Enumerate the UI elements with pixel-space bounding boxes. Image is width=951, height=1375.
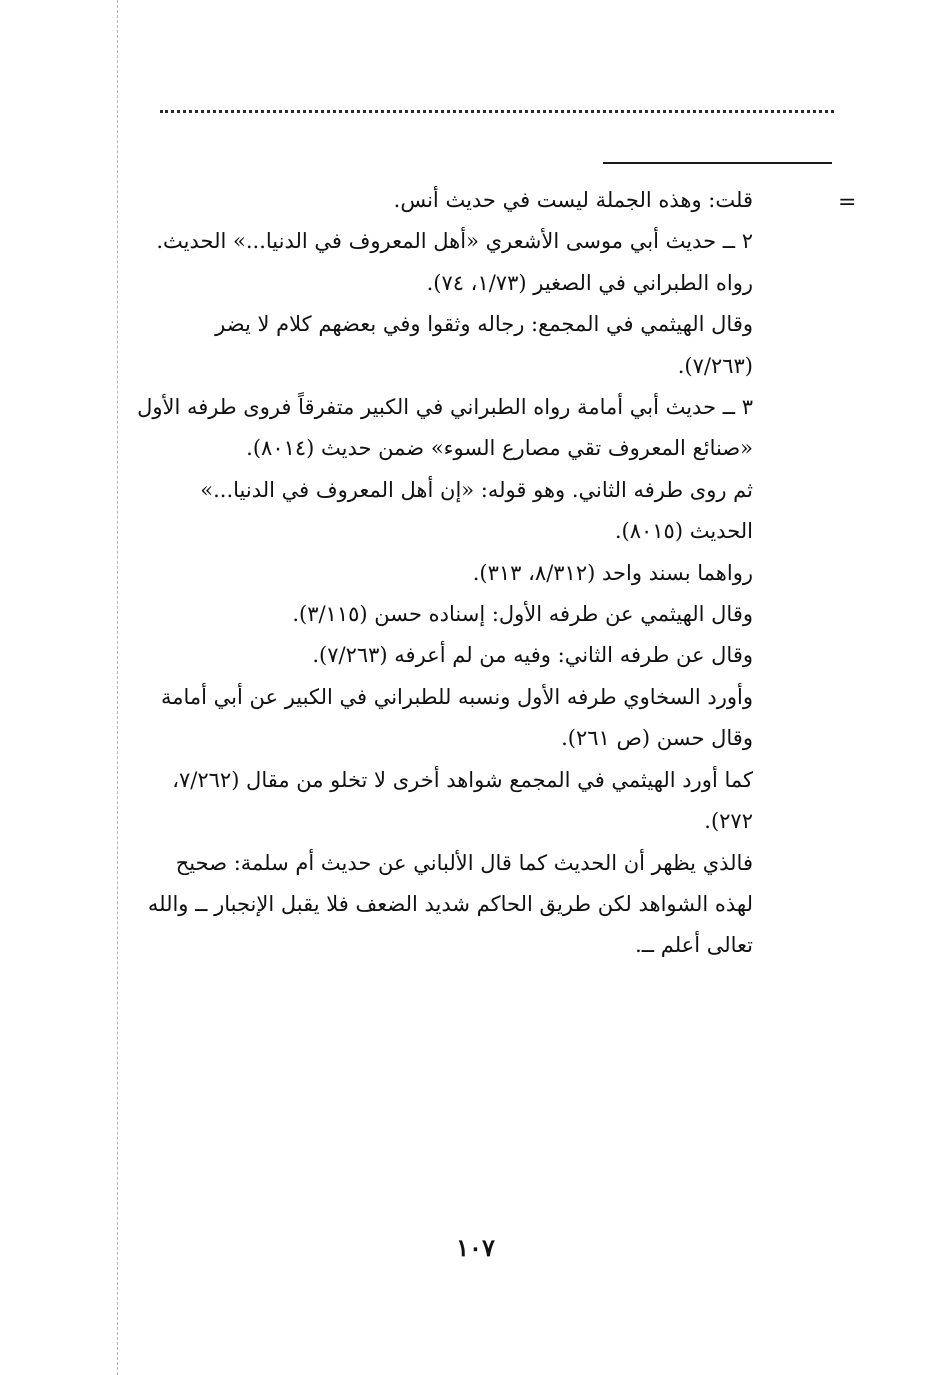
paragraph-conclusion: فالذي يظهر أن الحديث كما قال الألباني عن حديث أم سلمة: صحيح لهذه الشواهد لكن طريق الحاكم شديد الضعف فلا يقبل الإنجبار ــ والله تعالى أعلم ــ. [147,850,753,958]
paragraph-first-part-grade: وقال الهيثمي عن طرفه الأول: إسناده حسن (٣/١١٥). [292,602,753,627]
binding-margin-line [117,0,118,1375]
paragraph-same-chain: رواهما بسند واحد (٨/٣١٢، ٣١٣). [472,560,753,585]
footnote-separator-rule [603,162,832,164]
dotted-separator [160,110,834,113]
paragraph-haythami-majma: وقال الهيثمي في المجمع: رجاله وثقوا وفي بعضهم كلام لا يضر (٧/٢٦٣). [215,312,753,378]
paragraph-hadith-2: ٢ ــ حديث أبي موسى الأشعري «أهل المعروف في الدنيا...» الحديث. [156,229,753,254]
paragraph-sakhawi: وأورد السخاوي طرفه الأول ونسبه للطبراني في الكبير عن أبي أمامة وقال حسن (ص ٢٦١). [161,684,753,751]
continuation-mark: = [838,190,857,215]
paragraph-second-part-grade: وقال عن طرفه الثاني: وفيه من لم أعرفه (٧/٢٦٣). [312,643,753,668]
footnote-text-block [137,180,753,967]
paragraph-other-witnesses: كما أورد الهيثمي في المجمع شواهد أخرى لا تخلو من مقال (٧/٢٦٢، ٢٧٢). [172,767,753,834]
paragraph-note: قلت: وهذه الجملة ليست في حديث أنس. [393,188,753,212]
paragraph-second-part: ثم روى طرفه الثاني. وهو قوله: «إن أهل المعروف في الدنيا...» الحديث (٨٠١٥). [200,477,753,544]
paragraph-hadith-3: ٣ ــ حديث أبي أمامة رواه الطبراني في الكبير متفرقاً فروى طرفه الأول «صنائع المعروف تقي مصارع السوء» ضمن حديث (٨٠١٤). [137,395,753,461]
paragraph-tabarani-saghir: رواه الطبراني في الصغير (١/٧٣، ٧٤). [426,270,753,295]
page-number: ١٠٧ [456,1233,495,1262]
